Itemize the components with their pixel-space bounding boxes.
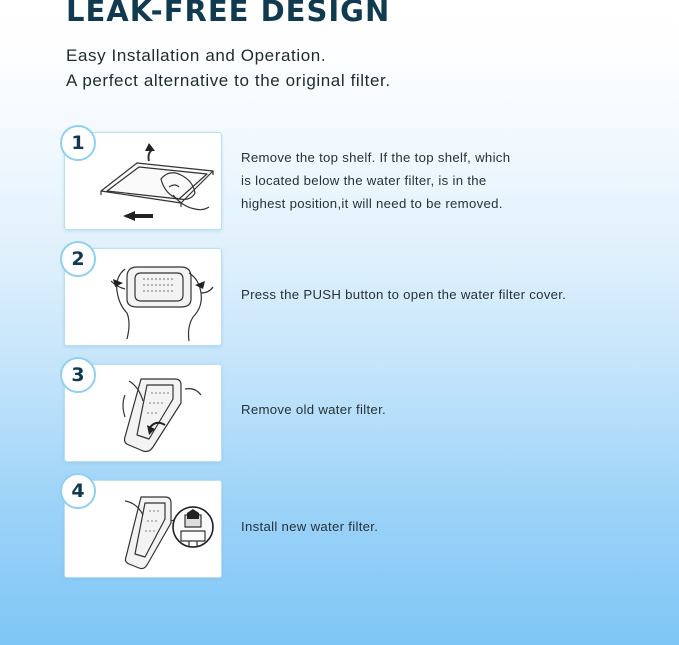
step-4-text-line-1: Install new water filter. (241, 519, 379, 534)
step-3-text-line-1: Remove old water filter. (241, 402, 386, 417)
step-1 (64, 132, 644, 230)
step-4-description (241, 515, 641, 538)
step-1-text-line-2: is located below the water filter, is in the (241, 173, 487, 188)
step-3 (64, 364, 644, 462)
step-3-description (241, 398, 641, 421)
step-2-number-badge: 2 (60, 241, 96, 277)
step-2-text-line-1: Press the PUSH button to open the water filter cover. (241, 287, 567, 302)
subtitle-line-1: Easy Installation and Operation. (66, 46, 327, 65)
step-4 (64, 480, 644, 578)
subtitle-line-2: A perfect alternative to the original filter. (66, 71, 391, 90)
step-1-description (241, 146, 641, 215)
step-1-text-line-3: highest position,it will need to be removed. (241, 196, 503, 211)
step-2-description (241, 283, 641, 306)
page-title: LEAK-FREE DESIGN (66, 0, 391, 28)
step-4-number-badge: 4 (60, 473, 96, 509)
step-1-number-badge: 1 (60, 125, 96, 161)
step-3-number-badge: 3 (60, 357, 96, 393)
step-1-text-line-1: Remove the top shelf. If the top shelf, which (241, 150, 511, 165)
step-2 (64, 248, 644, 346)
